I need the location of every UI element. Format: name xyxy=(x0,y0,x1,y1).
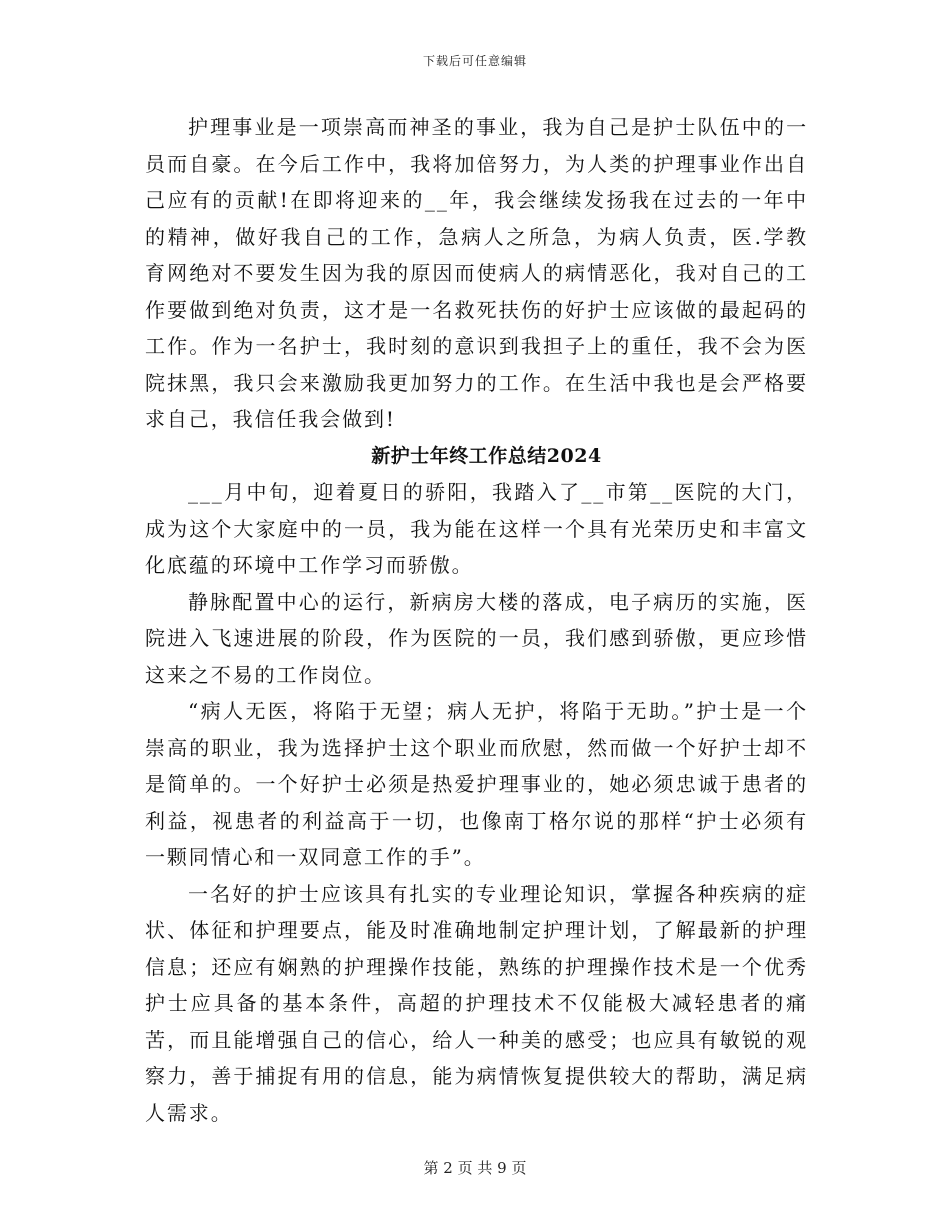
section-title: 新护士年终工作总结2024 xyxy=(371,444,602,467)
page-header: 下载后可任意编辑 xyxy=(422,54,527,68)
paragraph-closing: 护理事业是一项崇高而神圣的事业，我为自己是护士队伍中的一员而自豪。在今后工作中，我将加倍努力，为人类的护理事业作出自己应有的贡献!在即将迎来的__年，我会继续发扬我在过去的一年中的精神，做好我自己的工作，急病人之所急，为病人负责，医.学教育网绝对不要发生因为我的原因而使病人的病情恶化，我对自己的工作要做到绝对负责，这才是一名救死扶伤的好护士应该做的最起码的工作。作为一名护士，我时刻的意识到我担子上的重任，我不会为医院抹黑，我只会来激励我更加努力的工作。在生活中我也是会严格要求自己，我信任我会做到! xyxy=(145,115,808,431)
document-body xyxy=(145,109,808,1131)
paragraph-3: “病人无医，将陷于无望；病人无护，将陷于无助。”护士是一个崇高的职业，我为选择护士这个职业而欣慰，然而做一个好护士却不是简单的。一个好护士必须是热爱护理事业的，她必须忠诚于患者的利益，视患者的利益高于一切，也像南丁格尔说的那样“护士必须有一颗同情心和一双同意工作的手”。 xyxy=(145,699,808,869)
paragraph-2: 静脉配置中心的运行，新病房大楼的落成，电子病历的实施，医院进入飞速进展的阶段，作为医院的一员，我们感到骄傲，更应珍惜这来之不易的工作岗位。 xyxy=(145,589,808,687)
page-footer: 第 2 页 共 9 页 xyxy=(423,1159,527,1177)
paragraph-4: 一名好的护士应该具有扎实的专业理论知识，掌握各种疾病的症状、体征和护理要点，能及时准确地制定护理计划，了解最新的护理信息；还应有娴熟的护理操作技能，熟练的护理操作技术是一个优秀护士应具备的基本条件，高超的护理技术不仅能极大减轻患者的痛苦，而且能增强自己的信心，给人一种美的感受；也应具有敏锐的观察力，善于捕捉有用的信息，能为病情恢复提供较大的帮助，满足病人需求。 xyxy=(145,881,808,1125)
paragraph-1: ___月中旬，迎着夏日的骄阳，我踏入了__市第__医院的大门，成为这个大家庭中的一员，我为能在这样一个具有光荣历史和丰富文化底蕴的环境中工作学习而骄傲。 xyxy=(145,480,808,577)
